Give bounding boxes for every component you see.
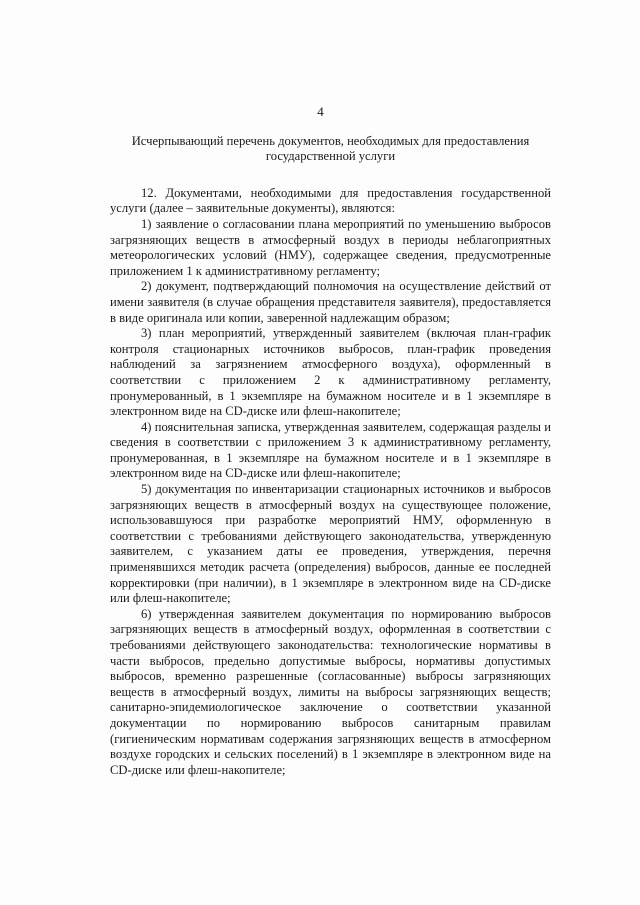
paragraph-subitem-6: 6) утвержденная заявителем документация по нормированию выбросов загрязняющих веществ в атмосферный воздух, оформленная в соответствии с требованиями действующего законодательства: технологические нормативы в части выбросов, предельно допустимые выбросы, нормативы допустимых выбросов, временно разрешенные (согласованные) выбросы загрязняющих веществ в атмосферный воздух, лимиты на выбросы загрязняющих веществ; санитарно-эпидемиологическое заключение о соответствии указанной документации по нормированию выбросов санитарным правилам (гигиеническим нормативам содержания загрязняющих веществ в атмосферном воздухе городских и сельских поселений) в 1 экземпляре в электронном виде на CD-диске или флеш-накопителе;	[110, 606, 551, 777]
heading-line-1: Исчерпывающий перечень документов, необходимых для предоставления	[131, 133, 530, 148]
section-heading	[110, 134, 551, 165]
paragraph-item-12: 12. Документами, необходимыми для предоставления государственной услуги (далее – заявительные документы), являются:	[110, 185, 551, 216]
heading-line-2: государственной услуги	[265, 149, 396, 164]
paragraph-subitem-5: 5) документация по инвентаризации стационарных источников и выбросов загрязняющих веществ в атмосферный воздух на существующее положение, использовавшуюся при разработке мероприятий НМУ, оформленную в соответствии с требованиями действующего законодательства, утвержденную заявителем, с указанием даты ее проведения, утверждения, перечня применявшихся методик расчета (определения) выбросов, данные ее последней корректировки (при наличии), в 1 экземпляре в электронном виде на CD-диске или флеш-накопителе;	[110, 482, 551, 606]
paragraph-subitem-2: 2) документ, подтверждающий полномочия на осуществление действий от имени заявителя (в случае обращения представителя заявителя), предоставляется в виде оригинала или копии, заверенной надлежащим образом;	[110, 279, 551, 325]
page-content	[110, 104, 551, 778]
paragraph-subitem-4: 4) пояснительная записка, утвержденная заявителем, содержащая разделы и сведения в соответствии с приложением 3 к административному регламенту, пронумерованная, в 1 экземпляре на бумажном носителе и в 1 экземпляре в электронном виде на CD-диске или флеш-накопителе;	[110, 419, 551, 481]
paragraph-subitem-3: 3) план мероприятий, утвержденный заявителем (включая план-график контроля стационарных источников выбросов, план-график проведения наблюдений за загрязнением атмосферного воздуха), оформленный в соответствии с приложением 2 к административному регламенту, пронумерованный, в 1 экземпляре на бумажном носителе и в 1 экземпляре в электронном виде на CD-диске или флеш-накопителе;	[110, 326, 551, 419]
page-number: 4	[317, 104, 324, 119]
paragraph-subitem-1: 1) заявление о согласовании плана мероприятий по уменьшению выбросов загрязняющих веществ в атмосферный воздух в периоды неблагоприятных метеорологических условий (НМУ), содержащее сведения, предусмотренные приложением 1 к административному регламенту;	[110, 216, 551, 278]
